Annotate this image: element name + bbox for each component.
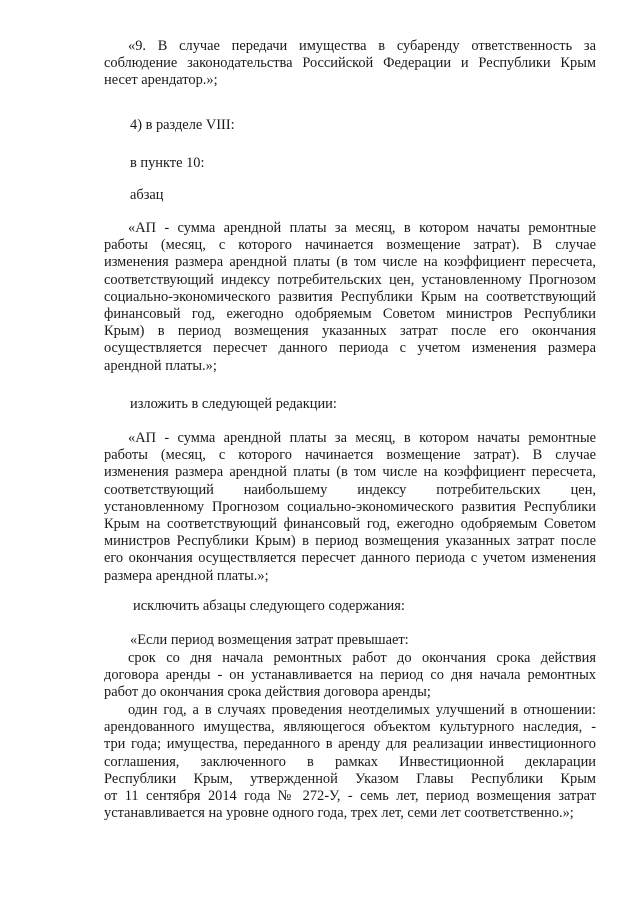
text-line: Крым) в период возмещения указанных затрат после его окончания: [104, 323, 596, 340]
text-line: работы (месяц, с которого начинается возмещение затрат). В случае: [104, 447, 596, 464]
text-line: соответствующий наибольшему индексу потребительских цен,: [104, 481, 596, 498]
paragraph-ap-old: [104, 220, 596, 375]
esli-label: «Если период возмещения затрат превышает:: [130, 632, 409, 648]
text-line: работ до окончания срока действия договора аренды;: [104, 684, 431, 701]
text-line: изменения размера арендной платы (в том числе на коэффициент пересчета,: [104, 254, 596, 271]
text-line: «9. В случае передачи имущества в субаренду ответственность за: [128, 38, 596, 54]
iskluchit-label: исключить абзацы следующего содержания:: [133, 598, 405, 614]
text-line: устанавливается на уровне одного года, трех лет, семи лет соответственно.»;: [104, 805, 574, 822]
text-line: осуществляется пересчет данного периода с учетом изменения размера: [104, 340, 596, 357]
paragraph-ap-new: [104, 430, 596, 585]
text-line: три года; имущества, переданного в аренду для реализации инвестиционного: [104, 736, 596, 753]
text-line: соответствующий индексу потребительских цен, установленному Прогнозом: [104, 271, 596, 288]
izlozhit-label: изложить в следующей редакции:: [130, 396, 337, 412]
abzats-label: абзац: [130, 187, 164, 203]
text-line: несет арендатор.»;: [104, 72, 218, 89]
text-line: социально-экономического развития Республики Крым на соответствующий: [104, 288, 596, 305]
text-line: «АП - сумма арендной платы за месяц, в котором начаты ремонтные: [128, 430, 596, 446]
text-line: работы (месяц, с которого начинается возмещение затрат). В случае: [104, 237, 596, 254]
text-line: соблюдение законодательства Российской Федерации и Республики Крым: [104, 55, 596, 72]
text-line: установленному Прогнозом социально-экономического развития Республики: [104, 498, 596, 515]
text-line: Республики Крым, утвержденной Указом Главы Республики Крым: [104, 770, 596, 787]
text-line: арендованного имущества, являющегося объектом культурного наследия, -: [104, 719, 596, 736]
item-10-heading: в пункте 10:: [130, 155, 205, 171]
text-line: изменения размера арендной платы (в том числе на коэффициент пересчета,: [104, 464, 596, 481]
text-line: от 11 сентября 2014 года № 272-У, - семь лет, период возмещения затрат: [104, 788, 596, 805]
text-line: арендной платы.»;: [104, 357, 217, 374]
text-line: один год, а в случаях проведения неотделимых улучшений в отношении:: [128, 702, 596, 718]
text-line: финансовый год, ежегодно одобряемым Советом министров Республики: [104, 306, 596, 323]
text-line: Крым на соответствующий финансовый год, ежегодно одобряемым Советом: [104, 516, 596, 533]
text-line: размера арендной платы.»;: [104, 567, 269, 584]
item-4-heading: 4) в разделе VIII:: [130, 117, 235, 133]
text-line: министров Республики Крым) в период возмещения указанных затрат после: [104, 533, 596, 550]
text-line: соглашения, заключенного в рамках Инвестиционной декларации: [104, 753, 596, 770]
text-line: его окончания осуществляется пересчет данного периода с учетом изменения: [104, 550, 596, 567]
text-line: «АП - сумма арендной платы за месяц, в котором начаты ремонтные: [128, 220, 596, 236]
paragraph-9-subarenda: [104, 38, 596, 90]
paragraph-odin-god: [104, 702, 596, 822]
text-line: срок со дня начала ремонтных работ до окончания срока действия: [128, 650, 596, 666]
text-line: договора аренды - он устанавливается на период со дня начала ремонтных: [104, 667, 596, 684]
paragraph-srok: [104, 650, 596, 702]
